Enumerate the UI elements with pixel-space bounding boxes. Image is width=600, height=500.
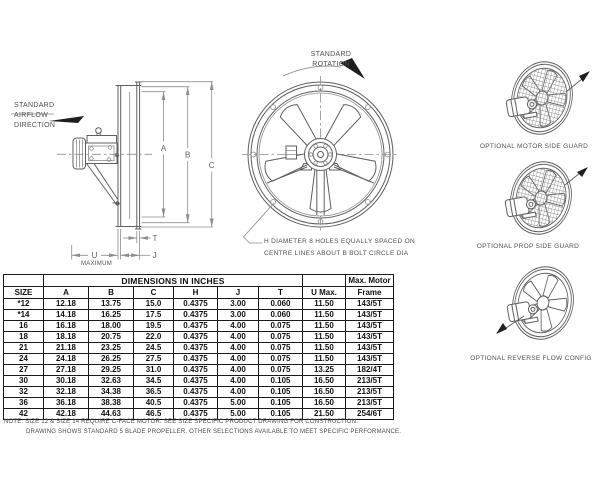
- value-cell: 16.50: [303, 387, 346, 398]
- empty-header: [303, 275, 346, 287]
- value-cell: 38.38: [89, 398, 134, 409]
- col-header-j: J: [218, 287, 259, 299]
- value-cell: 27.18: [44, 365, 89, 376]
- option-label-motor-side-guard: OPTIONAL MOTOR SIDE GUARD: [479, 143, 589, 150]
- col-header-c: C: [134, 287, 174, 299]
- size-cell: 18: [4, 332, 44, 343]
- table-title: DIMENSIONS IN INCHES: [44, 275, 303, 287]
- value-cell: 21.18: [44, 343, 89, 354]
- value-cell: 21.50: [303, 409, 346, 420]
- value-cell: 0.075: [259, 343, 303, 354]
- value-cell: 4.00: [218, 387, 259, 398]
- value-cell: 0.4375: [174, 354, 218, 365]
- value-cell: 213/5T: [346, 398, 394, 409]
- value-cell: 0.075: [259, 365, 303, 376]
- value-cell: 143/5T: [346, 321, 394, 332]
- value-cell: 4.00: [218, 321, 259, 332]
- front-view-drawing: [242, 58, 399, 243]
- value-cell: 11.50: [303, 354, 346, 365]
- value-cell: 16.18: [44, 321, 89, 332]
- value-cell: 34.5: [134, 376, 174, 387]
- value-cell: 27.5: [134, 354, 174, 365]
- col-header-b: B: [89, 287, 134, 299]
- value-cell: 0.4375: [174, 310, 218, 321]
- value-cell: 4.00: [218, 354, 259, 365]
- value-cell: 0.105: [259, 409, 303, 420]
- value-cell: 29.25: [89, 365, 134, 376]
- table-row: [4, 299, 394, 310]
- value-cell: 0.4375: [174, 343, 218, 354]
- value-cell: 182/4T: [346, 365, 394, 376]
- footnote-line: DRAWING SHOWS STANDARD 5 BLADE PROPELLER. OTHER SELECTIONS AVAILABLE TO MEET SPECIFIC PERFORMANCE.: [26, 428, 402, 435]
- dimensions-table: [3, 274, 394, 420]
- value-cell: 0.4375: [174, 321, 218, 332]
- value-cell: 143/5T: [346, 332, 394, 343]
- value-cell: 0.4375: [174, 332, 218, 343]
- value-cell: 11.50: [303, 321, 346, 332]
- value-cell: 4.00: [218, 332, 259, 343]
- dim-label-a: A: [160, 144, 167, 153]
- value-cell: 19.5: [134, 321, 174, 332]
- table-row: [4, 387, 394, 398]
- value-cell: 36.5: [134, 387, 174, 398]
- value-cell: 5.00: [218, 398, 259, 409]
- maximum-label: MAXIMUM: [80, 261, 113, 267]
- col-header-h: H: [174, 287, 218, 299]
- dim-label-j: J: [152, 251, 157, 260]
- value-cell: 0.4375: [174, 365, 218, 376]
- value-cell: 213/5T: [346, 387, 394, 398]
- footnotes: [4, 418, 401, 437]
- value-cell: 31.0: [134, 365, 174, 376]
- dim-label-c: C: [208, 161, 215, 170]
- value-cell: 22.0: [134, 332, 174, 343]
- dim-label-t: T: [152, 233, 158, 243]
- col-header-size: SIZE: [4, 287, 44, 299]
- value-cell: 24.18: [44, 354, 89, 365]
- table-row: [4, 321, 394, 332]
- table-title-row: [4, 275, 394, 287]
- size-cell: *14: [4, 310, 44, 321]
- value-cell: 0.075: [259, 321, 303, 332]
- value-cell: 0.075: [259, 332, 303, 343]
- value-cell: 143/5T: [346, 299, 394, 310]
- value-cell: 42.18: [44, 409, 89, 420]
- value-cell: 0.060: [259, 310, 303, 321]
- option-fan-prop-side-guard: [503, 155, 588, 240]
- col-header-t: T: [259, 287, 303, 299]
- value-cell: 40.5: [134, 398, 174, 409]
- value-cell: 17.5: [134, 310, 174, 321]
- value-cell: 0.105: [259, 387, 303, 398]
- value-cell: 0.105: [259, 398, 303, 409]
- value-cell: 4.00: [218, 343, 259, 354]
- value-cell: 143/5T: [346, 343, 394, 354]
- empty-header: [4, 275, 44, 287]
- option-fan-reverse-flow: [496, 260, 581, 345]
- value-cell: 5.00: [218, 409, 259, 420]
- rotation-label: STANDARD ROTATION: [310, 51, 352, 68]
- value-cell: 0.060: [259, 299, 303, 310]
- value-cell: 32.18: [44, 387, 89, 398]
- value-cell: 3.00: [218, 310, 259, 321]
- airflow-direction-label: STANDARD AIRFLOW DIRECTION: [14, 102, 56, 129]
- size-cell: 21: [4, 343, 44, 354]
- size-cell: 16: [4, 321, 44, 332]
- value-cell: 46.5: [134, 409, 174, 420]
- max-motor-header: Max. Motor: [346, 275, 394, 287]
- table-row: [4, 343, 394, 354]
- value-cell: 26.25: [89, 354, 134, 365]
- size-cell: 30: [4, 376, 44, 387]
- size-cell: 36: [4, 398, 44, 409]
- size-cell: 24: [4, 354, 44, 365]
- value-cell: 254/6T: [346, 409, 394, 420]
- value-cell: 4.00: [218, 365, 259, 376]
- value-cell: 0.075: [259, 354, 303, 365]
- value-cell: 213/5T: [346, 376, 394, 387]
- value-cell: 34.38: [89, 387, 134, 398]
- value-cell: 0.4375: [174, 398, 218, 409]
- value-cell: 20.75: [89, 332, 134, 343]
- value-cell: 11.50: [303, 299, 346, 310]
- value-cell: 11.50: [303, 310, 346, 321]
- col-header-umax: U Max.: [303, 287, 346, 299]
- option-label-reverse-flow: OPTIONAL REVERSE FLOW CONFIG: [470, 355, 592, 362]
- value-cell: 0.4375: [174, 409, 218, 420]
- value-cell: 12.18: [44, 299, 89, 310]
- value-cell: 143/5T: [346, 354, 394, 365]
- value-cell: 11.50: [303, 332, 346, 343]
- value-cell: 16.50: [303, 376, 346, 387]
- table-row: [4, 376, 394, 387]
- option-label-prop-side-guard: OPTIONAL PROP SIDE GUARD: [476, 243, 580, 250]
- table-row: [4, 354, 394, 365]
- table-row: [4, 365, 394, 376]
- size-cell: *12: [4, 299, 44, 310]
- value-cell: 14.18: [44, 310, 89, 321]
- table-column-header-row: [4, 287, 394, 299]
- value-cell: 18.18: [44, 332, 89, 343]
- value-cell: 13.75: [89, 299, 134, 310]
- holes-note: H DIAMETER 8 HOLES EQUALLY SPACED ON CENTRE LINES ABOUT B BOLT CIRCLE DIA: [264, 238, 415, 257]
- value-cell: 143/5T: [346, 310, 394, 321]
- value-cell: 44.63: [89, 409, 134, 420]
- value-cell: 0.4375: [174, 376, 218, 387]
- value-cell: 30.18: [44, 376, 89, 387]
- value-cell: 0.105: [259, 376, 303, 387]
- value-cell: 32.63: [89, 376, 134, 387]
- value-cell: 11.50: [303, 343, 346, 354]
- value-cell: 24.5: [134, 343, 174, 354]
- value-cell: 36.18: [44, 398, 89, 409]
- value-cell: 3.00: [218, 299, 259, 310]
- col-header-a: A: [44, 287, 89, 299]
- size-cell: 42: [4, 409, 44, 420]
- table-row: [4, 398, 394, 409]
- option-fan-motor-side-guard: [504, 55, 590, 140]
- col-header-frame: Frame: [346, 287, 394, 299]
- value-cell: 23.25: [89, 343, 134, 354]
- value-cell: 13.25: [303, 365, 346, 376]
- size-cell: 27: [4, 365, 44, 376]
- value-cell: 0.4375: [174, 299, 218, 310]
- value-cell: 4.00: [218, 376, 259, 387]
- size-cell: 32: [4, 387, 44, 398]
- value-cell: 16.50: [303, 398, 346, 409]
- table-row: [4, 332, 394, 343]
- table-row: [4, 310, 394, 321]
- size-table-body: [4, 299, 394, 420]
- dim-label-u: U: [91, 251, 98, 260]
- footnote-line: NOTE: SIZE 12 & SIZE 14 REQUIRE C-FACE MOTOR. SEE SIZE SPECIFIC PRODUCT DRAWING FOR CONSTRUCTION.: [4, 419, 358, 425]
- value-cell: 18.00: [89, 321, 134, 332]
- dim-label-b: B: [185, 150, 191, 160]
- value-cell: 0.4375: [174, 387, 218, 398]
- value-cell: 16.25: [89, 310, 134, 321]
- value-cell: 15.0: [134, 299, 174, 310]
